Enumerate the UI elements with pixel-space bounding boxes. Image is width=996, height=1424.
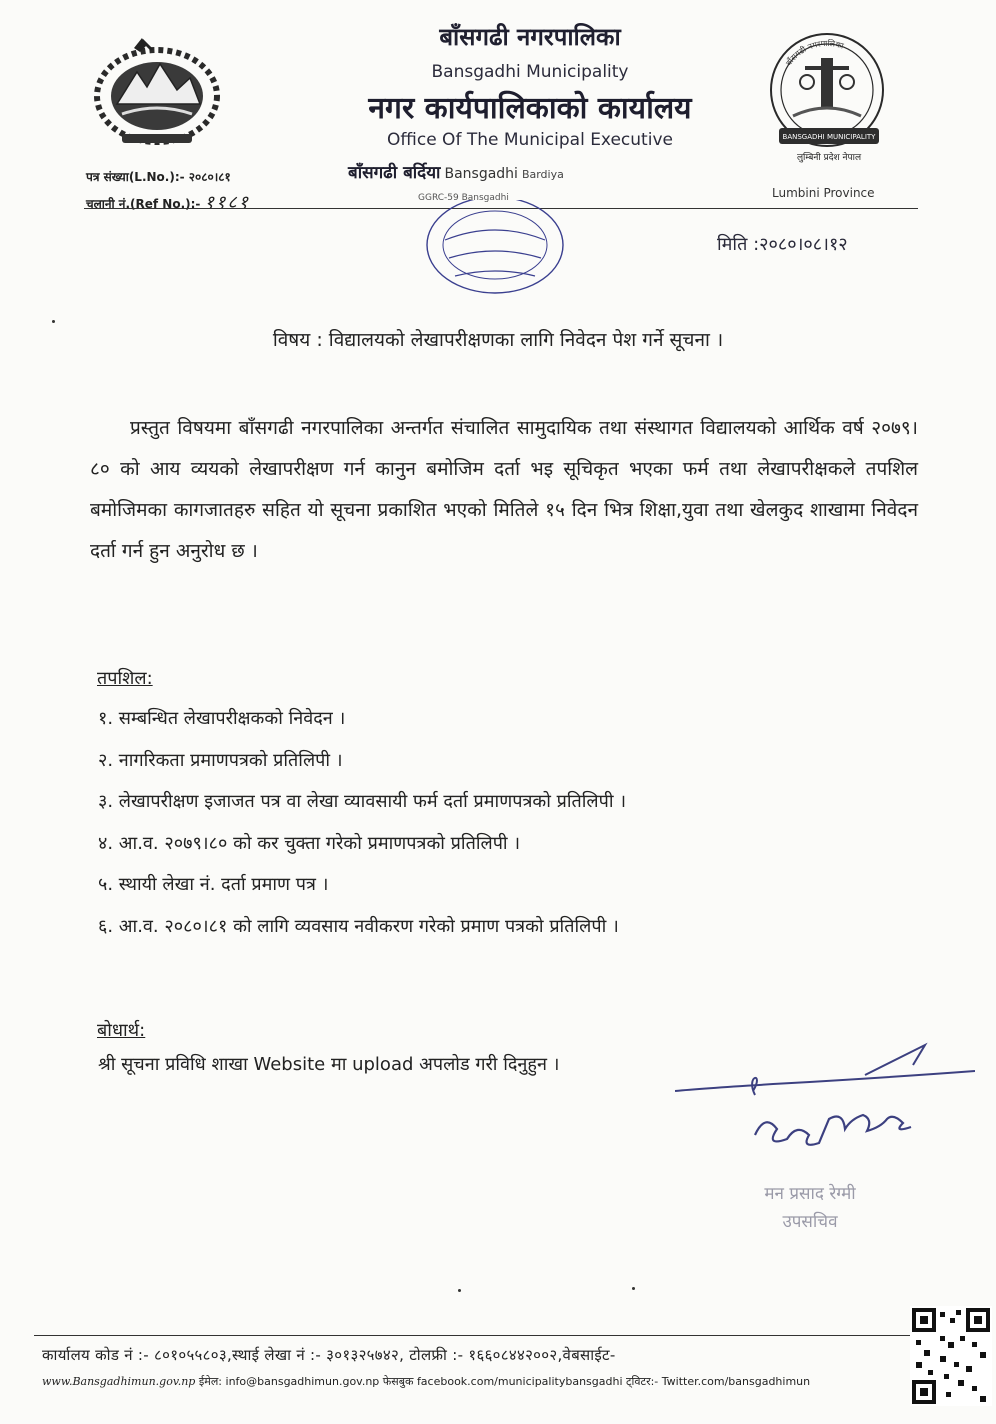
ggrc-code: GGRC-59 Bansgadhi [418,193,509,203]
speck [52,320,55,323]
letter-date: मिति :२०८०।०८।१२ [717,234,848,255]
signer-block [730,1180,890,1236]
seal-top-text: बाँसगढी नगरपालिका [784,38,845,68]
footer-divider [34,1335,910,1336]
reference-value: ११८१ [204,192,251,213]
speck [632,1287,635,1290]
svg-text:बाँसगढी नगरपालिका [783,38,845,68]
document-list [98,704,898,953]
office-name-nepali: नगर कार्यपालिकाको कार्यालय [368,91,692,126]
notice-paragraph: प्रस्तुत विषयमा बाँसगढी नगरपालिका अन्तर्गत संचालित सामुदायिक तथा संस्थागत विद्यालयको आर्थिक वर्ष २०७९।८० को आय व्ययको लेखापरीक्षण गर्न कानुन बमोजिम दर्ता भइ सूचिकृत भएका फर्म तथा लेखापरीक्षकले तपशिल बमोजिमका कागजातहरु सहित यो सूचना प्रकाशित भएको मितिले १५ दिन भित्र शिक्षा,युवा तथा खेलकुद शाखामा निवेदन दर्ता गर्न हुन अनुरोध छ । [90,417,918,562]
address-english: Bansgadhi [444,166,518,182]
speck [458,1289,461,1292]
list-item: ५. स्थायी लेखा नं. दर्ता प्रमाण पत्र । [98,874,329,895]
list-item: ६. आ.व. २०८०।८१ को लागि व्यवसाय नवीकरण गरेको प्रमाण पत्रको प्रतिलिपी । [98,915,619,937]
list-item: ४. आ.व. २०७९।८० को कर चुक्ता गरेको प्रमाणपत्रको प्रतिलिपी । [98,832,521,854]
signer-name: मन प्रसाद रेग्मी [764,1184,856,1204]
municipality-seal-icon [765,28,895,168]
details-heading: तपशिल: [97,668,153,689]
municipality-name-nepali: बाँसगढी नगरपालिका [439,23,621,51]
footer-office-codes: कार्यालय कोड नं :- ८०१०५५८०३,स्थाई लेखा नं :- ३०१३२५७४२, टोलफ्री :- १६६०८४४२००२,वेबसाईट- [42,1346,616,1364]
facebook-link[interactable]: facebook.com/municipalitybansgadhi [416,1375,623,1388]
signer-title: उपसचिव [782,1212,838,1232]
list-item: ३. लेखापरीक्षण इजाजत पत्र वा लेखा व्यावसायी फर्म दर्ता प्रमाणपत्रको प्रतिलिपी । [98,791,627,812]
email-link[interactable]: info@bansgadhimun.gov.np [225,1375,380,1388]
office-name-english: Office Of The Municipal Executive [387,130,673,150]
nepal-emblem-icon [82,32,232,150]
letter-number: पत्र संख्या(L.No.):- २०८०।८१ [86,170,231,184]
province-label: Lumbini Province [772,186,875,200]
footer-contacts [42,1374,908,1389]
facebook-label: फेसबुक [382,1375,414,1388]
address-nepali: बाँसगढी बर्दिया [348,163,441,183]
handwritten-signature-icon [675,1035,975,1165]
cc-text: श्री सूचना प्रविधि शाखा Website मा upload अपलोड गरी दिनुहुन । [98,1054,560,1075]
cc-heading: बोधार्थ: [97,1020,146,1041]
twitter-label: ट्विटर:- [626,1375,659,1388]
subject-line: विषय : विद्यालयको लेखापरीक्षणका लागि निवेदन पेश गर्ने सूचना । [272,329,724,351]
email-label: ईमेल: [198,1375,223,1388]
seal-banner-text: BANSGADHI MUNICIPALITY [782,133,876,141]
address-english-district: Bardiya [521,168,564,181]
address-line [348,160,564,183]
reference-number [86,190,250,214]
seal-bottom-text: लुम्बिनी प्रदेश नेपाल [796,153,862,163]
website-link[interactable]: www.Bansgadhimun.gov.np [42,1375,196,1388]
list-item: १. सम्बन्धित लेखापरीक्षकको निवेदन । [98,708,346,729]
reference-label: चलानी नं.(Ref No.):- [86,197,201,211]
office-stamp-icon [415,200,575,300]
qr-code-icon[interactable] [910,1306,992,1406]
municipality-name-english: Bansgadhi Municipality [431,62,629,82]
list-item: २. नागरिकता प्रमाणपत्रको प्रतिलिपी । [98,749,343,771]
twitter-link[interactable]: Twitter.com/bansgadhimun [661,1375,811,1388]
